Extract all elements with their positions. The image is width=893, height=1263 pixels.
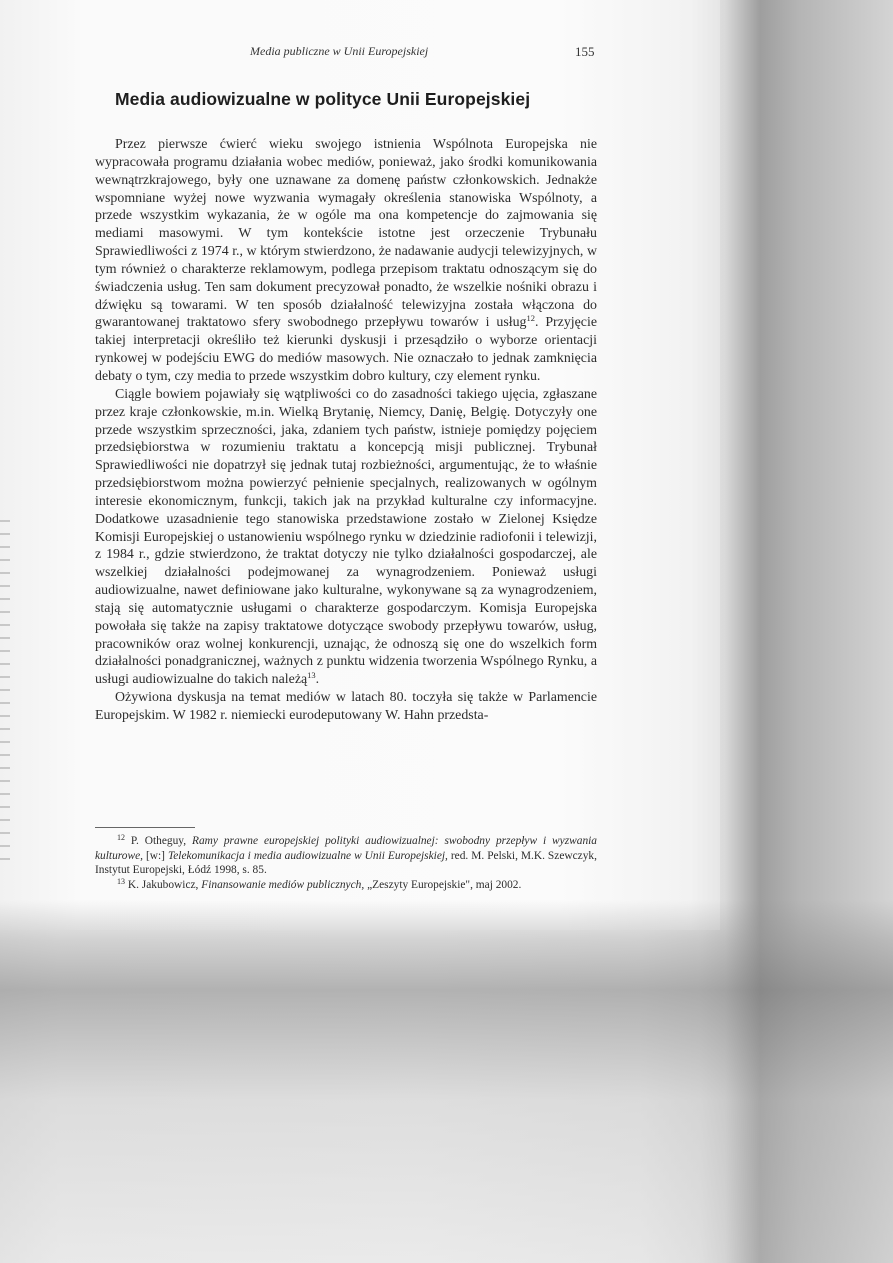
running-header-title: Media publiczne w Unii Europejskiej (250, 44, 429, 58)
body-text (95, 136, 597, 725)
footnote-13 (95, 878, 597, 893)
paragraph-3-text: Ożywiona dyskusja na temat mediów w latach 80. toczyła się także w Parlamencie Europejskim. W 1982 r. niemiecki eurodeputowany W. Hahn przedsta- (95, 690, 597, 723)
paragraph-3 (95, 689, 597, 725)
paragraph-1-text-b: . Przyjęcie takiej interpretacji określiło też kierunki dyskusji i przesądziło o wyborze orientacji rynkowej w podejściu EWG do mediów masowych. Nie oznaczało to jednak zamknięcia debaty o tym, czy media to przede wszystkim dobro kultury, czy element rynku. (95, 315, 597, 384)
footnote-13-title: Finansowanie mediów publicznych, (201, 878, 365, 891)
footnote-ref-12: 12 (526, 313, 535, 324)
footnote-12-book: Telekomunikacja i media audiowizualne w Unii Europejskiej, (167, 849, 448, 862)
footnotes (95, 834, 597, 892)
footnote-12-number: 12 (117, 833, 125, 842)
footnote-13-author: K. Jakubowicz, (127, 878, 199, 891)
footnote-ref-13: 13 (307, 670, 316, 681)
section-heading: Media audiowizualne w polityce Unii Europejskiej (115, 89, 531, 109)
page-edge-marks (0, 520, 10, 860)
footnote-12-author: P. Otheguy, (130, 835, 187, 847)
paragraph-2-text-a: Ciągle bowiem pojawiały się wątpliwości co do zasadności takiego ujęcia, zgłaszane przez kraje członkowskie, m.in. Wielką Brytanię, Niemcy, Danię, Belgię. Dotyczyły one przede wszystkim sprzeczności, jaka, zdaniem tych państw, istnieje pomiędzy pojęciem przedsiębiorstwa w rozumieniu traktatu a koncepcją misji publicznej. Trybunał Sprawiedliwości nie dopatrzył się jednak tutaj rozbieżności, argumentując, że to właśnie przedsiębiorstwom można powierzyć pełnienie specjalnych, realizowanych w ogólnym interesie ekonomicznym, funkcji, takich jak na przykład kulturalne czy informacyjne. Dodatkowe uzasadnienie tego stanowiska przedstawione zostało w Zielonej Księdze Komisji Europejskiej o ustanowieniu wspólnego rynku w dziedzinie radiofonii i telewizji, z 1984 r., gdzie stwierdzono, że traktat dotyczy nie tylko działalności gospodarczej, ale wszelkiej działalności podejmowanej za wynagrodzeniem. Ponieważ usługi audiowizualne, nawet definiowane jako kulturalne, wykonywane są za wynagrodzeniem, stają się automatycznie usługami o charakterze gospodarczym. Komisja Europejska powołała się także na zapisy traktatowe dotyczące swobody przepływu towarów, usług, pracowników oraz wolnej konkurencji, uznając, że odnoszą się one do wszelkich form działalności ponadgranicznej, ważnych z punktu widzenia tworzenia Wspólnego Rynku, a usługi audiowizualne do takich należą (95, 386, 597, 688)
footnote-12-in: [w:] (145, 849, 165, 862)
footnote-13-rest: „Zeszyty Europejskie", maj 2002. (367, 878, 522, 891)
paragraph-2-text-b: . (315, 672, 320, 688)
paragraph-2 (95, 386, 597, 689)
footnote-separator (95, 827, 195, 828)
scan-bottom-shadow (0, 900, 893, 1263)
footnote-12-rest: red. M. Pelski, M.K. Szewczyk, Instytut Europejski, Łódź 1998, s. 85. (95, 849, 597, 876)
paragraph-1 (95, 136, 597, 386)
paragraph-1-text-a: Przez pierwsze ćwierć wieku swojego istnienia Wspólnota Europejska nie wypracowała programu działania wobec mediów, ponieważ, jako środki komunikowania wewnątrzkrajowego, były one uznawane za domenę państw członkowskich. Jednakże wspomniane wyżej nowe wyzwania wymagały określenia stanowiska Wspólnoty, a przede wszystkim wykazania, że w ogóle ma ona kompetencje do zajmowania się mediami masowymi. W tym kontekście istotne jest orzeczenie Trybunału Sprawiedliwości z 1974 r., w którym stwierdzono, że nadawanie audycji telewizyjnych, w tym również o charakterze reklamowym, podlega przepisom traktatu odnoszącym się do świadczenia usług. Ten sam dokument precyzował ponadto, że wszelkie nośniki obrazu i dźwięku są towarami. W ten sposób działalność telewizyjna została włączona do gwarantowanej traktatowo sfery swobodnego przepływu towarów i usług (95, 137, 597, 331)
footnote-13-number: 13 (117, 876, 125, 886)
footnote-12-title: Ramy prawne europejskiej polityki audiowizualnej: swobodny przepływ i wyzwania kulturowe, (95, 835, 597, 862)
footnote-12 (95, 834, 597, 878)
page-number: 155 (575, 44, 595, 59)
